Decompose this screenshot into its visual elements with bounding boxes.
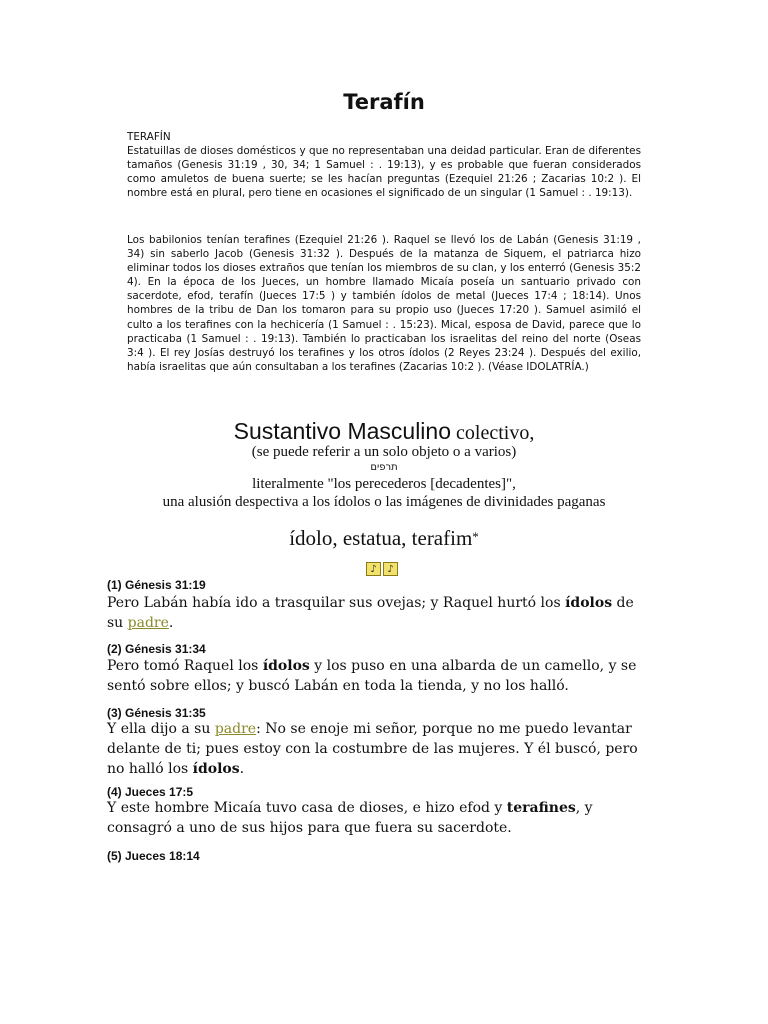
entry-paragraph-1: Estatuillas de dioses domésticos y que no representaban una deidad particular. Eran de diferentes tamaños (Genesis 31:19 , 30, 34; 1 Samuel : . 19:13), y es probable que fueran considerados como amuletos de buena suerte; se les hacían preguntas (Ezequiel 21:26 ; Zacarias 10:2 ). El nombre está en plural, pero tiene en ocasiones el significado de un singular (1 Samuel : . 19:13). [127, 145, 641, 200]
verse-span: Pero Labán había ido a trasquilar sus ovejas; y Raquel hurtó los [107, 595, 566, 611]
verse-ref: (5) Jueces 18:14 [107, 849, 200, 863]
hebrew-word: תרפים [370, 462, 398, 473]
audio-play-icon[interactable]: ♪ [366, 562, 381, 576]
verse-span: . [239, 761, 245, 777]
audio-play-icon[interactable]: ♪ [383, 562, 398, 576]
audio-icons [366, 562, 398, 576]
grammar-line [0, 418, 768, 445]
verse-keyword: ídolos [565, 595, 613, 611]
definitions-text: ídolo, estatua, terafim [289, 526, 473, 550]
verse-span: : No se enoje mi señor, porque no me puedo levantar delante de ti; pues estoy con la costumbre de las mujeres. Y él buscó, pero no halló los [107, 721, 638, 777]
verse-ref: (1) Génesis 31:19 [107, 578, 206, 592]
definitions [0, 526, 768, 551]
verse-span: de su [107, 595, 634, 631]
verse-text [107, 593, 652, 633]
verse-span: , y consagró a uno de sus hijos para que fuera su sacerdote. [107, 800, 593, 836]
entry-paragraph-2: Los babilonios tenían terafines (Ezequiel 21:26 ). Raquel se llevó los de Labán (Genesis 31:19 , 34) sin saberlo Jacob (Genesis 31:32 ). Después de la matanza de Siquem, el patriarca hizo eliminar todos los dioses extraños que tenían los miembros de su clan, y los enterró (Genesis 35:2 4). En la época de los Jueces, un hombre llamado Micaía poseía un santuario privado con sacerdote, efod, terafín (Jueces 17:5 ) y también ídolos de metal (Jueces 17:4 ; 18:14). Unos hombres de la tribu de Dan los tomaron para su propio uso (Jueces 17:20 ). Samuel asimiló el culto a los terafines con la hechicería (1 Samuel : . 15:23). Mical, esposa de David, parece que lo practicaba (1 Samuel : . 19:13). También lo practicaban los israelitas del reino del norte (Oseas 3:4 ). El rey Josías destruyó los terafines y los otros ídolos (2 Reyes 23:24 ). Después del exilio, había israelitas que aún consultaban a los terafines (Zacarias 10:2 ). (Véase IDOLATRÍA.) [127, 234, 641, 373]
padre-link[interactable]: padre [214, 721, 257, 737]
verse-keyword: terafines [506, 800, 576, 816]
entry-heading: TERAFÍN [127, 131, 171, 143]
verse-span: y los puso en una albarda de un camello, y se sentó sobre ellos; y buscó Labán en toda la tienda, y no los halló. [107, 658, 637, 694]
alusion-note: una alusión despectiva a los ídolos o las imágenes de divinidades paganas [162, 494, 606, 510]
verse-text [107, 656, 652, 696]
verse-ref: (3) Génesis 31:35 [107, 706, 206, 720]
grammar-note: (se puede referir a un solo objeto o a varios) [251, 444, 517, 460]
footnote-star: * [472, 529, 479, 544]
verse-span: . [168, 615, 174, 631]
verse-text [107, 798, 652, 838]
verse-span: Y este hombre Micaía tuvo casa de dioses, e hizo efod y [107, 800, 507, 816]
verse-ref: (2) Génesis 31:34 [107, 642, 206, 656]
verse-keyword: ídolos [192, 761, 240, 777]
verse-ref: (4) Jueces 17:5 [107, 785, 194, 799]
padre-link[interactable]: padre [127, 615, 169, 631]
verse-span: Pero tomó Raquel los [107, 658, 263, 674]
literal-meaning: literalmente "los perecederos [decadentes]", [252, 476, 516, 492]
grammar-qualifier: colectivo, [451, 422, 535, 444]
page-title: Terafín [343, 90, 425, 114]
verse-keyword: ídolos [262, 658, 310, 674]
verse-text [107, 719, 652, 779]
verse-span: Y ella dijo a su [107, 721, 215, 737]
grammar-label: Sustantivo Masculino [233, 418, 452, 444]
